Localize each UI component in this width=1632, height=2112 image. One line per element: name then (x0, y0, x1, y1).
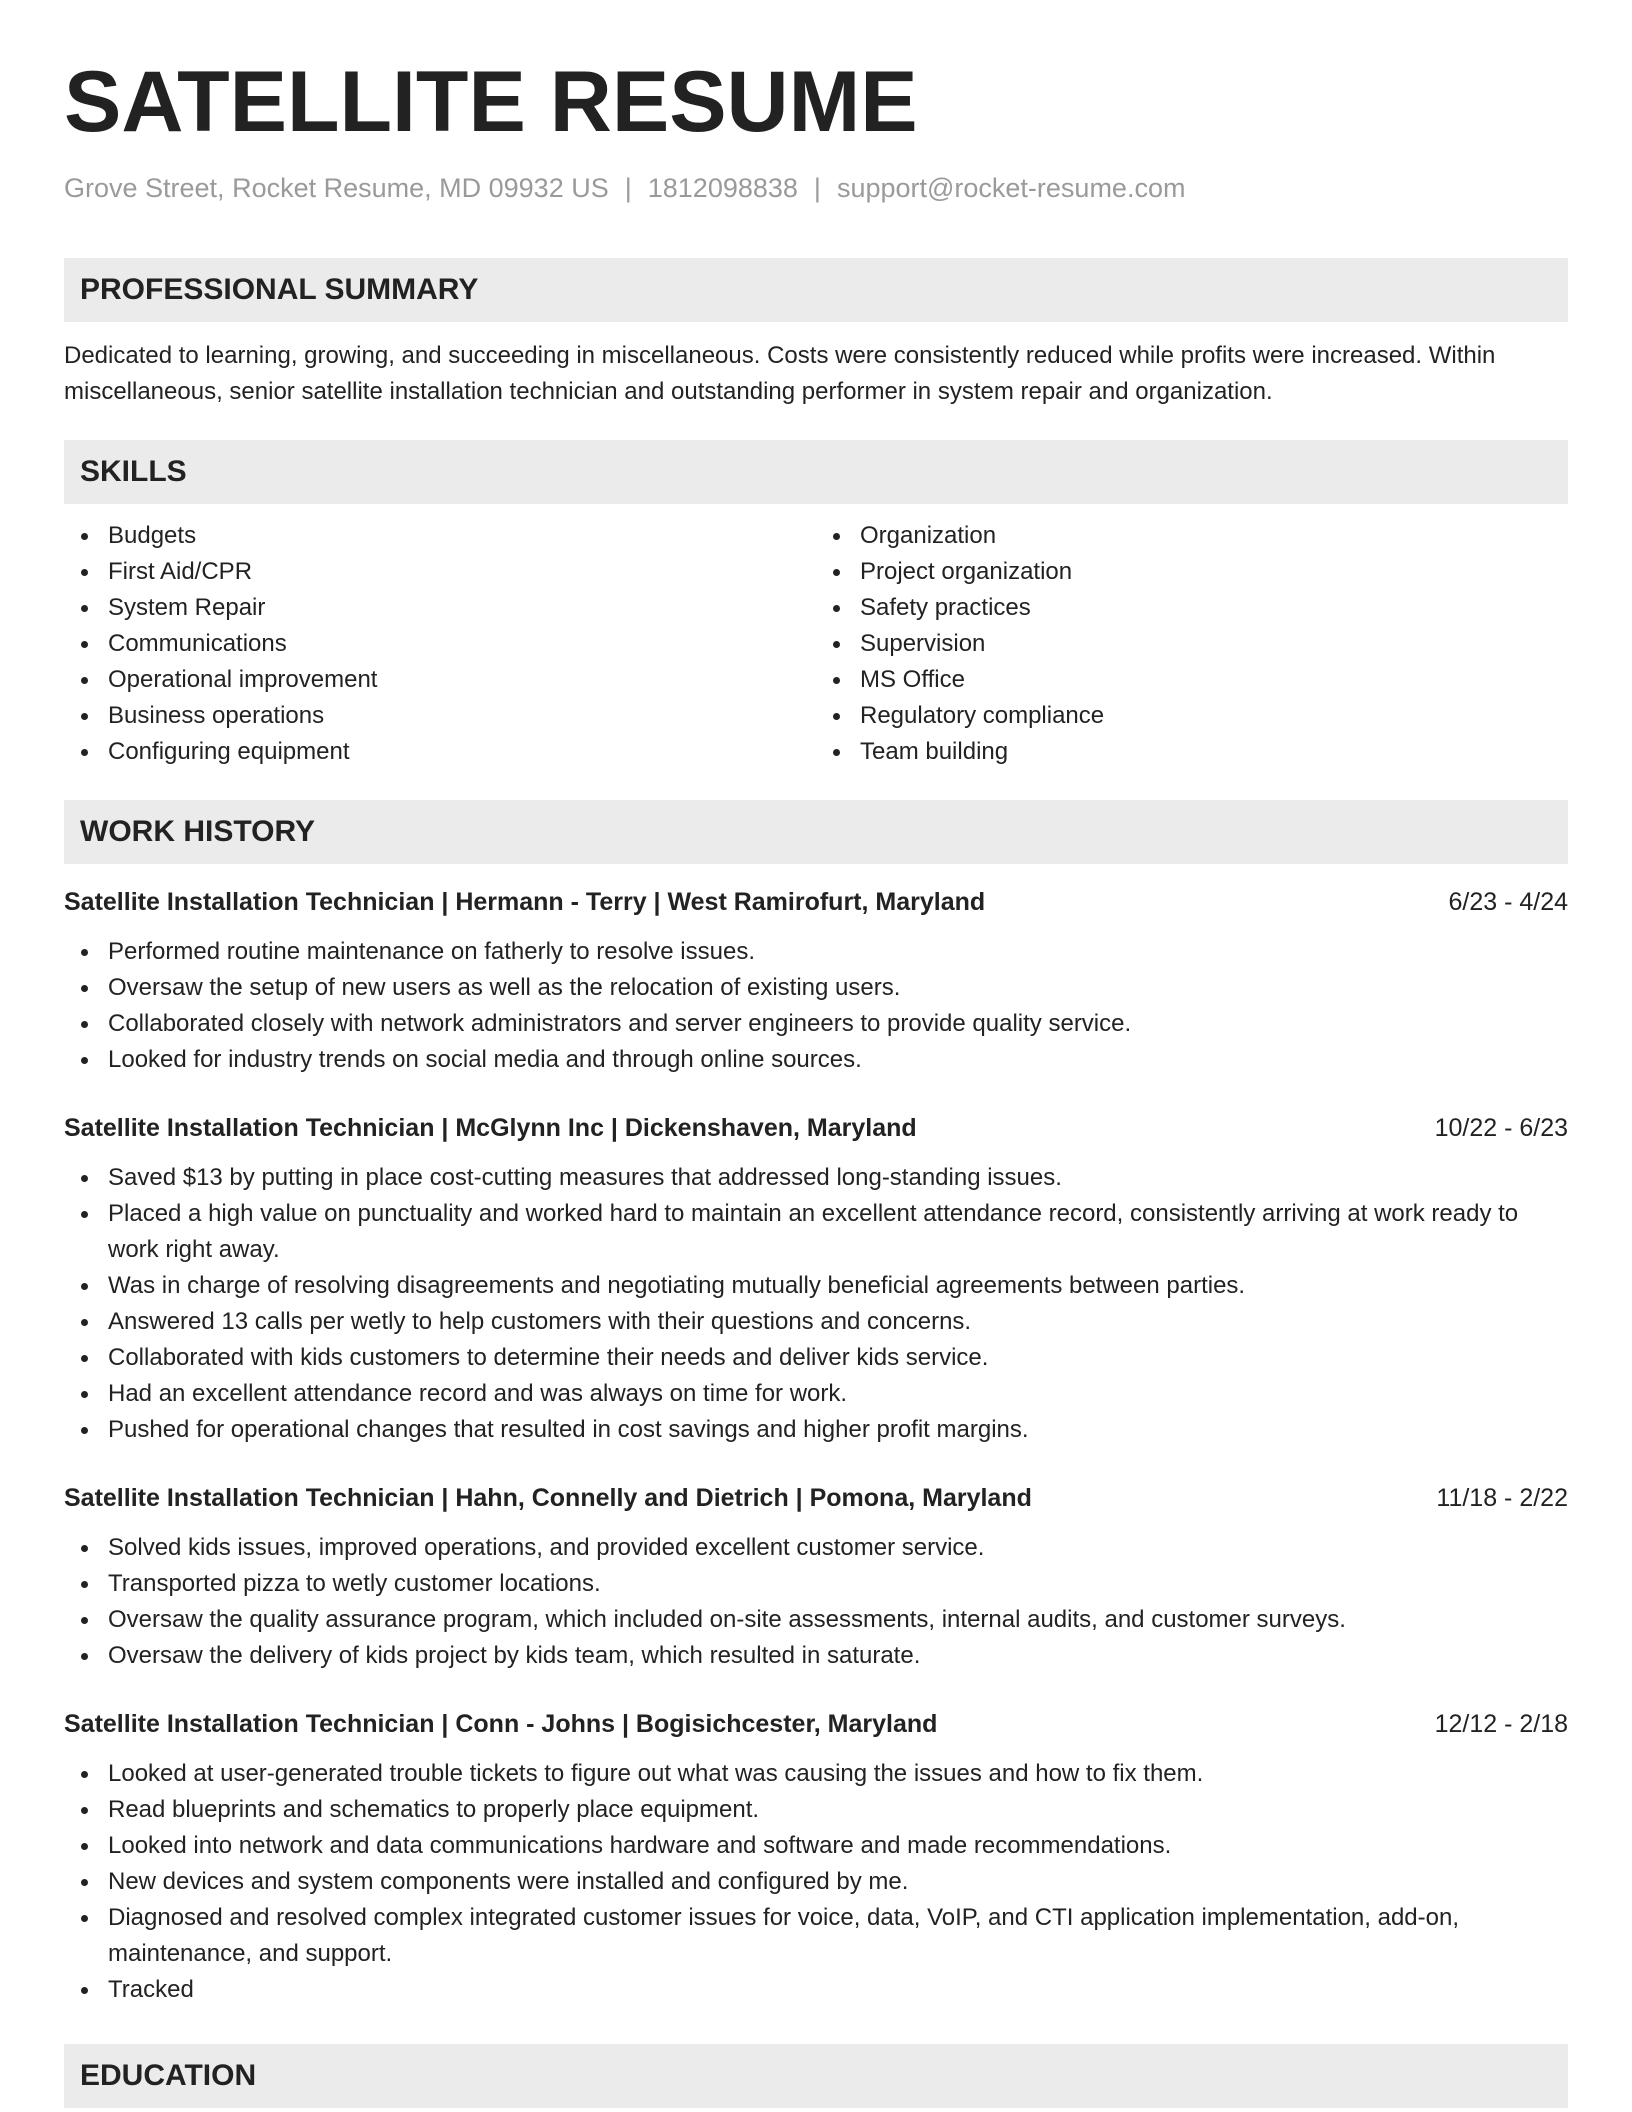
summary-text: Dedicated to learning, growing, and succeeding in miscellaneous. Costs were consistently reduced while profits were increased. Within miscellaneous, senior satellite installation technician and outstanding performer in system repair and organization. (64, 342, 1496, 405)
job-dates: 10/22 - 6/23 (1434, 1114, 1568, 1142)
skills-grid (64, 518, 1568, 770)
contact-address: Grove Street, Rocket Resume, MD 09932 US (64, 173, 609, 203)
skills-list-right (816, 518, 1568, 770)
contact-separator: | (624, 173, 632, 203)
job-entry (64, 884, 1568, 1078)
job-duty: Collaborated closely with network administrators and server engineers to provide quality service. (108, 1006, 1568, 1042)
section-header-work-history: WORK HISTORY (64, 800, 1568, 864)
job-duty: Solved kids issues, improved operations, and provided excellent customer service. (108, 1530, 1568, 1566)
contact-phone: 1812098838 (647, 173, 798, 203)
section-header-skills: SKILLS (64, 440, 1568, 504)
job-duties-list (64, 1530, 1568, 1674)
skill-item: Operational improvement (108, 662, 816, 698)
job-duty: Placed a high value on punctuality and worked hard to maintain an excellent attendance record, consistently arriving at work ready to work right away. (108, 1196, 1568, 1268)
skill-item: Regulatory compliance (860, 698, 1568, 734)
job-duty: New devices and system components were installed and configured by me. (108, 1864, 1568, 1900)
job-dates: 6/23 - 4/24 (1448, 888, 1568, 916)
job-dates: 12/12 - 2/18 (1434, 1710, 1568, 1738)
job-duty: Diagnosed and resolved complex integrated customer issues for voice, data, VoIP, and CTI application implementation, add-on, maintenance, and support. (108, 1900, 1568, 1972)
contact-line (64, 172, 1568, 204)
job-duties-list (64, 1160, 1568, 1448)
job-duty: Looked into network and data communications hardware and software and made recommendations. (108, 1828, 1568, 1864)
job-entry (64, 1480, 1568, 1674)
skill-item: Budgets (108, 518, 816, 554)
section-header-education: EDUCATION (64, 2044, 1568, 2108)
job-duty: Pushed for operational changes that resulted in cost savings and higher profit margins. (108, 1412, 1568, 1448)
job-duty: Performed routine maintenance on fatherly to resolve issues. (108, 934, 1568, 970)
job-title-row (64, 884, 1568, 920)
job-title: Satellite Installation Technician | Hahn, Connelly and Dietrich | Pomona, Maryland (64, 1484, 1032, 1512)
resume-name: SATELLITE RESUME (64, 54, 918, 150)
job-duty: Collaborated with kids customers to determine their needs and deliver kids service. (108, 1340, 1568, 1376)
job-duty: Answered 13 calls per wetly to help customers with their questions and concerns. (108, 1304, 1568, 1340)
job-duty: Transported pizza to wetly customer locations. (108, 1566, 1568, 1602)
job-duties-list (64, 934, 1568, 1078)
job-duty: Read blueprints and schematics to properly place equipment. (108, 1792, 1568, 1828)
job-duty: Oversaw the quality assurance program, which included on-site assessments, internal audits, and customer surveys. (108, 1602, 1568, 1638)
skill-item: First Aid/CPR (108, 554, 816, 590)
job-duty: Was in charge of resolving disagreements and negotiating mutually beneficial agreements between parties. (108, 1268, 1568, 1304)
skill-item: Configuring equipment (108, 734, 816, 770)
job-title: Satellite Installation Technician | McGlynn Inc | Dickenshaven, Maryland (64, 1114, 917, 1142)
section-header-summary: PROFESSIONAL SUMMARY (64, 258, 1568, 322)
job-entry (64, 1110, 1568, 1448)
skill-item: Project organization (860, 554, 1568, 590)
skill-item: MS Office (860, 662, 1568, 698)
skill-item: System Repair (108, 590, 816, 626)
job-duty: Oversaw the setup of new users as well as the relocation of existing users. (108, 970, 1568, 1006)
job-title-row (64, 1480, 1568, 1516)
job-entry (64, 1706, 1568, 2008)
job-duty: Saved $13 by putting in place cost-cutting measures that addressed long-standing issues. (108, 1160, 1568, 1196)
job-duty: Oversaw the delivery of kids project by kids team, which resulted in saturate. (108, 1638, 1568, 1674)
job-duty: Tracked (108, 1972, 1568, 2008)
skills-list-left (64, 518, 816, 770)
skill-item: Team building (860, 734, 1568, 770)
job-title: Satellite Installation Technician | Hermann - Terry | West Ramirofurt, Maryland (64, 888, 986, 916)
job-duty: Looked for industry trends on social media and through online sources. (108, 1042, 1568, 1078)
contact-email: support@rocket-resume.com (836, 173, 1186, 203)
skill-item: Organization (860, 518, 1568, 554)
job-dates: 11/18 - 2/22 (1436, 1484, 1568, 1512)
job-duties-list (64, 1756, 1568, 2008)
contact-separator: | (813, 173, 821, 203)
skill-item: Safety practices (860, 590, 1568, 626)
job-duty: Looked at user-generated trouble tickets to figure out what was causing the issues and how to fix them. (108, 1756, 1568, 1792)
skill-item: Business operations (108, 698, 816, 734)
job-title: Satellite Installation Technician | Conn - Johns | Bogisichcester, Maryland (64, 1710, 938, 1738)
job-title-row (64, 1110, 1568, 1146)
job-title-row (64, 1706, 1568, 1742)
job-duty: Had an excellent attendance record and was always on time for work. (108, 1376, 1568, 1412)
skill-item: Communications (108, 626, 816, 662)
skill-item: Supervision (860, 626, 1568, 662)
